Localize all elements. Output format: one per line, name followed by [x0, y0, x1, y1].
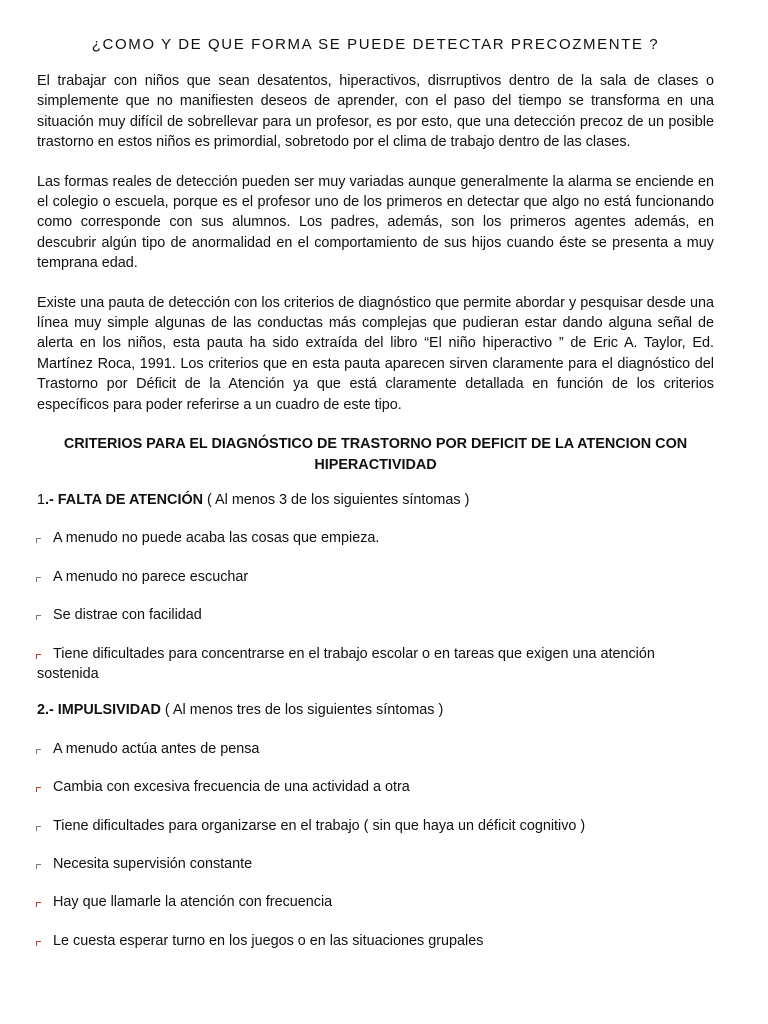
list-item: [37, 644, 714, 685]
section-2-title: 2.- IMPULSIVIDAD: [37, 702, 161, 719]
list-item: [37, 528, 714, 548]
paragraph-1: El trabajar con niños que sean desatentos, hiperactivos, disrruptivos dentro de la sala de clases o simplemente que no manifiesten deseos de aprender, con el paso del tiempo se transforma en una situación muy difícil de sobrellevar para un profesor, es por esto, que una detección precoz de un posible trastorno en estos niños es primordial, sobretodo por el clima de trabajo dentro de las clases.: [37, 73, 714, 151]
section-1-note: ( Al menos 3 de los siguientes síntomas ): [203, 491, 470, 508]
list-item-text: Hay que llamarle la atención con frecuencia: [53, 894, 333, 911]
list-item-continuation: sostenida: [37, 665, 99, 682]
document-title: ¿COMO Y DE QUE FORMA SE PUEDE DETECTAR PRECOZMENTE ?: [91, 36, 660, 53]
bullet-icon: [36, 826, 41, 831]
list-item: [37, 854, 714, 874]
list-item: [37, 816, 714, 836]
list-item-text: Tiene dificultades para concentrarse en el trabajo escolar o en tareas que exigen una atención: [53, 645, 655, 662]
list-item: [37, 605, 714, 625]
section-1-title: .- FALTA DE ATENCIÓN: [45, 491, 204, 508]
bullet-icon: [36, 941, 41, 946]
list-item: [37, 777, 714, 797]
bullet-icon: [36, 749, 41, 754]
list-item-text: Tiene dificultades para organizarse en el trabajo ( sin que haya un déficit cognitivo ): [53, 817, 586, 834]
paragraph-3: Existe una pauta de detección con los criterios de diagnóstico que permite abordar y pesquisar desde una línea muy simple algunas de las conductas más complejas que pudieran estar dando alguna señal de alerta en los niños, esta pauta ha sido extraída del libro “El niño hiperactivo ” de Eric A. Taylor, Ed. Martínez Roca, 1991. Los criterios que en esta pauta aparecen sirven claramente para el diagnóstico del Trastorno por Déficit de la Atención ya que está claramente detallada en función de los criterios específicos para poder referirse a un cuadro de este tipo.: [37, 294, 714, 413]
paragraph-2: Las formas reales de detección pueden ser muy variadas aunque generalmente la alarma se enciende en el colegio o escuela, porque es el profesor uno de los primeros en detectar que algo no está funcionando como corresponde con sus alumnos. Los padres, además, son los primeros agentes además, en descubrir algún tipo de anormalidad en el comportamiento de sus hijos cuando éste se presenta a muy temprana edad.: [37, 173, 714, 272]
bullet-icon: [36, 615, 41, 620]
list-item-text: Le cuesta esperar turno en los juegos o en las situaciones grupales: [53, 932, 484, 949]
section-1-number: 1: [37, 491, 46, 508]
list-item-text: Se distrae con facilidad: [53, 607, 202, 624]
section-1-heading: [37, 490, 714, 510]
criteria-title: CRITERIOS PARA EL DIAGNÓSTICO DE TRASTORNO POR DEFICIT DE LA ATENCION CON HIPERACTIVIDAD: [63, 436, 688, 473]
list-item-text: Necesita supervisión constante: [53, 855, 253, 872]
list-item: [37, 892, 714, 912]
list-item: [37, 739, 714, 759]
list-item-text: A menudo actúa antes de pensa: [53, 740, 260, 757]
bullet-icon: [36, 577, 41, 582]
bullet-icon: [36, 538, 41, 543]
document-page: [37, 36, 714, 969]
list-item-text: Cambia con excesiva frecuencia de una actividad a otra: [53, 779, 410, 796]
section-2-heading: [37, 700, 714, 720]
list-item: [37, 931, 714, 951]
bullet-icon: [36, 864, 41, 869]
bullet-icon: [36, 787, 41, 792]
section-2-note: ( Al menos tres de los siguientes síntomas ): [160, 702, 444, 719]
bullet-icon: [36, 654, 41, 659]
bullet-icon: [36, 902, 41, 907]
list-item: [37, 567, 714, 587]
list-item-text: A menudo no puede acaba las cosas que empieza.: [53, 530, 380, 547]
list-item-text: A menudo no parece escuchar: [53, 568, 249, 585]
